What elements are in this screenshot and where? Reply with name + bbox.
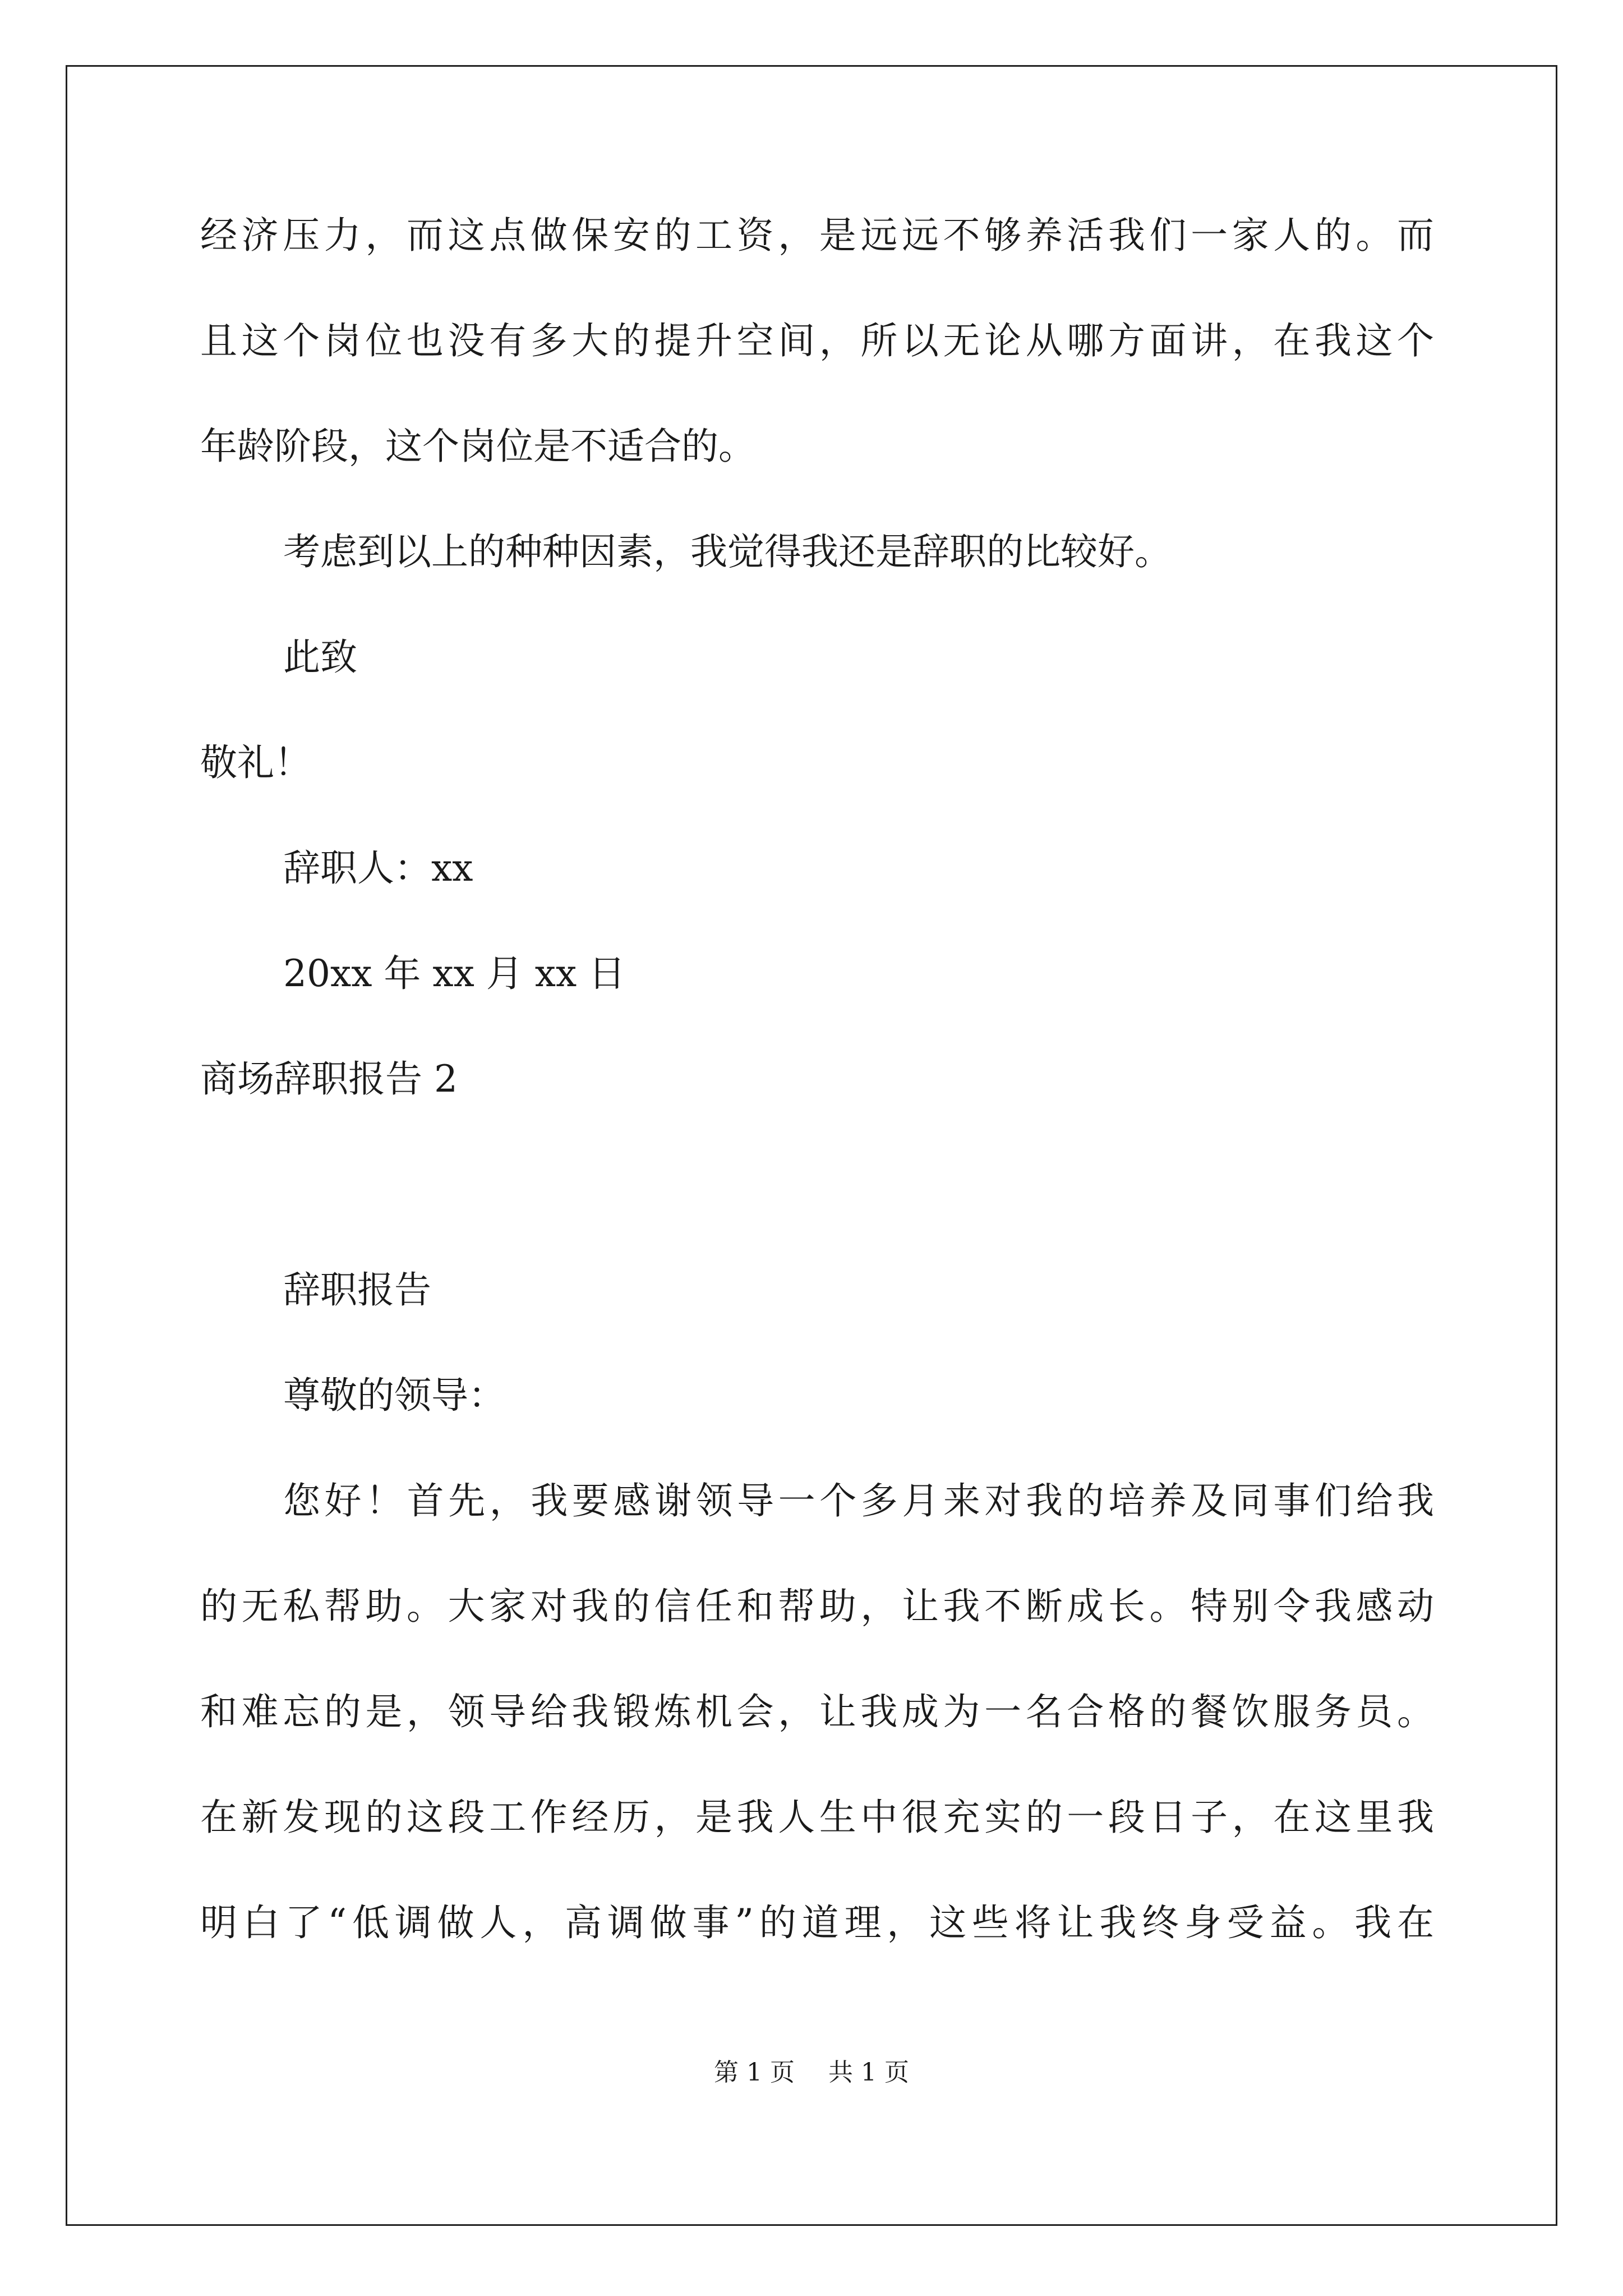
paragraph-line: 在新发现的这段工作经历，是我人生中很充实的一段日子，在这里我: [200, 1796, 1434, 1839]
closing-salutation: 此致: [283, 636, 357, 679]
page-footer: [0, 2056, 1623, 2090]
paragraph-line: 您好！首先，我要感谢领导一个多月来对我的培养及同事们给我: [283, 1479, 1434, 1522]
document-body: [200, 208, 1434, 2000]
blank-line: [200, 1157, 1434, 1262]
paragraph-line: 和难忘的是，领导给我锻炼机会，让我成为一名合格的餐饮服务员。: [200, 1690, 1434, 1733]
section-heading: 商场辞职报告 2: [200, 1057, 458, 1101]
page-total: 共 1 页: [828, 2058, 909, 2087]
paragraph-line: 且这个岗位也没有多大的提升空间，所以无论从哪方面讲，在我这个: [200, 319, 1434, 362]
paragraph-line: 明白了“低调做人，高调做事”的道理，这些将让我终身受益。我在: [200, 1901, 1434, 1944]
paragraph-line: 经济压力，而这点做保安的工资，是远远不够养活我们一家人的。而: [200, 214, 1434, 257]
closing-regards: 敬礼！: [200, 741, 311, 784]
signature-date: 20xx 年 xx 月 xx 日: [283, 952, 626, 995]
paragraph-line: 考虑到以上的种种因素，我觉得我还是辞职的比较好。: [283, 530, 1172, 573]
letter-title: 辞职报告: [283, 1268, 431, 1312]
paragraph-line: 年龄阶段，这个岗位是不适合的。: [200, 425, 755, 468]
paragraph-line: 的无私帮助。大家对我的信任和帮助，让我不断成长。特别令我感动: [200, 1585, 1434, 1628]
page-number: 第 1 页: [714, 2058, 795, 2087]
letter-greeting: 尊敬的领导：: [283, 1374, 505, 1417]
signature-name: 辞职人：xx: [283, 846, 473, 890]
